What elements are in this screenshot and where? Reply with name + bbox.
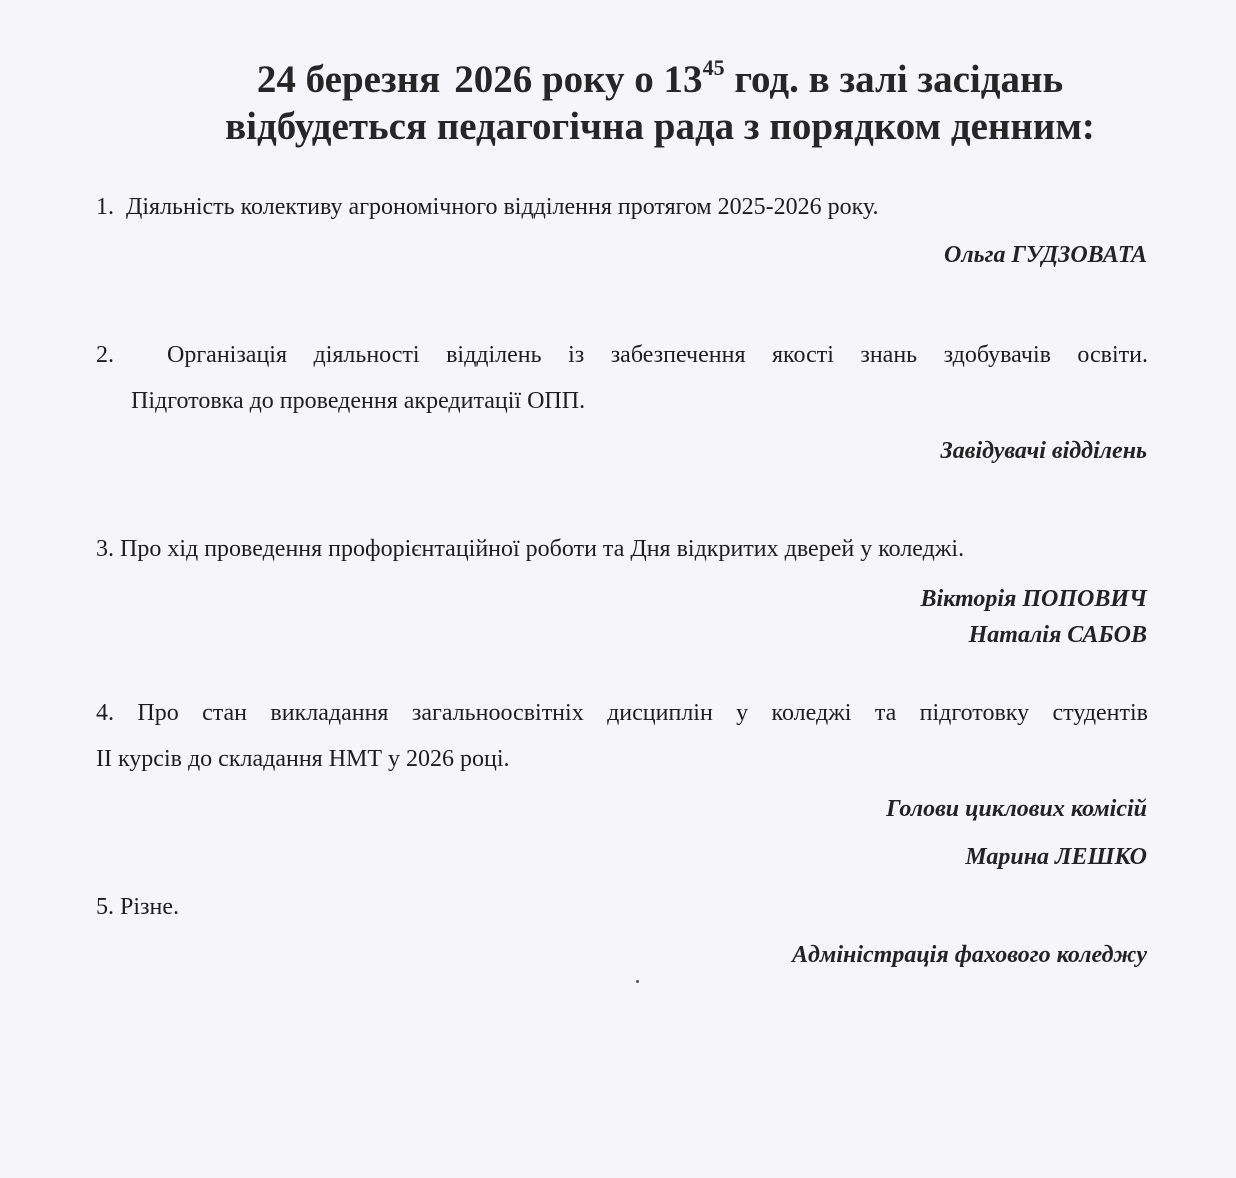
agenda-item-4-speaker-2: Марина ЛЕШКО — [965, 844, 1147, 870]
meeting-date: 24 березня — [256, 58, 441, 101]
meeting-place: год. в залі засідань — [724, 58, 1064, 101]
agenda-item-5-speaker: Адміністрація фахового коледжу — [792, 942, 1147, 968]
agenda-item-5 — [96, 892, 1148, 922]
meeting-announcement-line-2: відбудеться педагогічна рада з порядком денним: — [225, 105, 1095, 148]
agenda-item-number: 5. — [96, 894, 114, 920]
meeting-announcement-line-1 — [120, 48, 1200, 103]
scan-speck — [636, 980, 639, 983]
agenda-item-text: Діяльність колективу агрономічного відділення протягом 2025-2026 року. — [126, 194, 879, 220]
agenda-item-text: Про стан викладання загальноосвітніх дисциплін у коледжі та підготовку студентів — [137, 700, 1149, 726]
agenda-item-3-speaker-2: Наталія САБОВ — [968, 622, 1147, 648]
agenda-item-4-speaker-1: Голови циклових комісій — [886, 796, 1147, 822]
meeting-time-minutes: 45 — [702, 55, 725, 80]
agenda-item-text: Різне. — [120, 894, 179, 920]
agenda-item-number: 1. — [96, 194, 114, 220]
agenda-item-number: 4. — [96, 700, 114, 726]
agenda-item-1-speaker: Ольга ГУДЗОВАТА — [944, 242, 1147, 268]
agenda-item-2-continuation: Підготовка до проведення акредитації ОПП. — [131, 388, 586, 414]
meeting-year-time: 2026 року о 13 — [454, 58, 703, 101]
agenda-item-2 — [96, 340, 1148, 370]
agenda-item-1 — [96, 192, 1148, 222]
agenda-item-4-continuation: ІІ курсів до складання НМТ у 2026 році. — [96, 746, 510, 772]
agenda-item-3 — [96, 534, 1148, 564]
agenda-item-4 — [96, 698, 1148, 728]
agenda-item-text: Організація діяльності відділень із забезпечення якості знань здобувачів освіти. — [166, 342, 1149, 368]
agenda-item-number: 2. — [96, 342, 114, 368]
agenda-item-2-speaker: Завідувачі відділень — [940, 438, 1147, 464]
agenda-item-text: Про хід проведення профорієнтаційної роботи та Дня відкритих дверей у коледжі. — [120, 536, 965, 562]
agenda-item-3-speaker-1: Вікторія ПОПОВИЧ — [920, 586, 1147, 612]
agenda-item-number: 3. — [96, 536, 114, 562]
